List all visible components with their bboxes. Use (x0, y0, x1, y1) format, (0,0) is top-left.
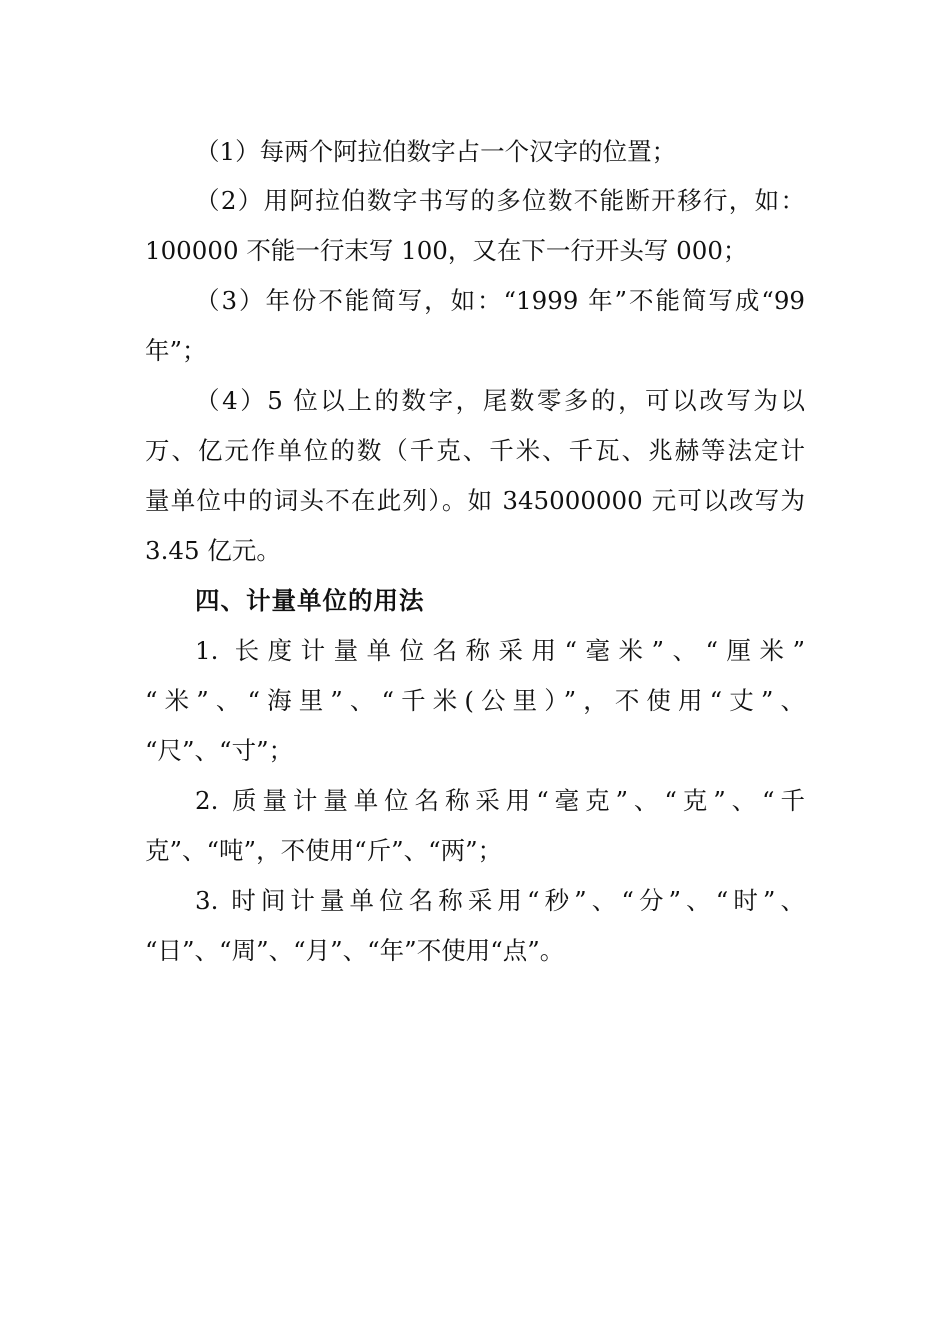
unit-1-line-1: 1. 长度计量单位名称采用“毫米”、“厘米” (195, 636, 805, 665)
unit-2-line-1: 2. 质量计量单位名称采用“毫克”、“克”、“千 (195, 786, 805, 815)
section-heading: 四、计量单位的用法 (195, 586, 425, 615)
unit-2-line-2: 克”、“吨”，不使用“斤”、“两”； (145, 836, 503, 865)
item-1-line: （1）每两个阿拉伯数字占一个汉字的位置； (195, 137, 677, 166)
unit-3-line-1: 3. 时间计量单位名称采用“秒”、“分”、“时”、 (195, 886, 805, 915)
item-2-line-2: 100000 不能一行末写 100，又在下一行开头写 000； (145, 236, 748, 265)
item-4-line-4: 3.45 亿元。 (145, 536, 281, 565)
item-2-line-1: （2）用阿拉伯数字书写的多位数不能断开移行，如： (195, 186, 805, 215)
item-3-line-2: 年”； (145, 336, 207, 365)
unit-3-line-2: “日”、“周”、“月”、“年”不使用“点”。 (145, 936, 565, 965)
item-4-line-1: （4）5 位以上的数字，尾数零多的，可以改写为以 (195, 386, 805, 415)
unit-1-line-3: “尺”、“寸”； (145, 736, 294, 765)
unit-1-line-2: “米”、“海里”、“千米(公里）”，不使用“丈”、 (145, 686, 805, 715)
item-4-line-2: 万、亿元作单位的数（千克、千米、千瓦、兆赫等法定计 (145, 436, 805, 465)
item-4-line-3: 量单位中的词头不在此列）。如 345000000 元可以改写为 (145, 486, 805, 515)
item-3-line-1: （3）年份不能简写，如：“1999 年”不能简写成“99 (195, 286, 805, 315)
